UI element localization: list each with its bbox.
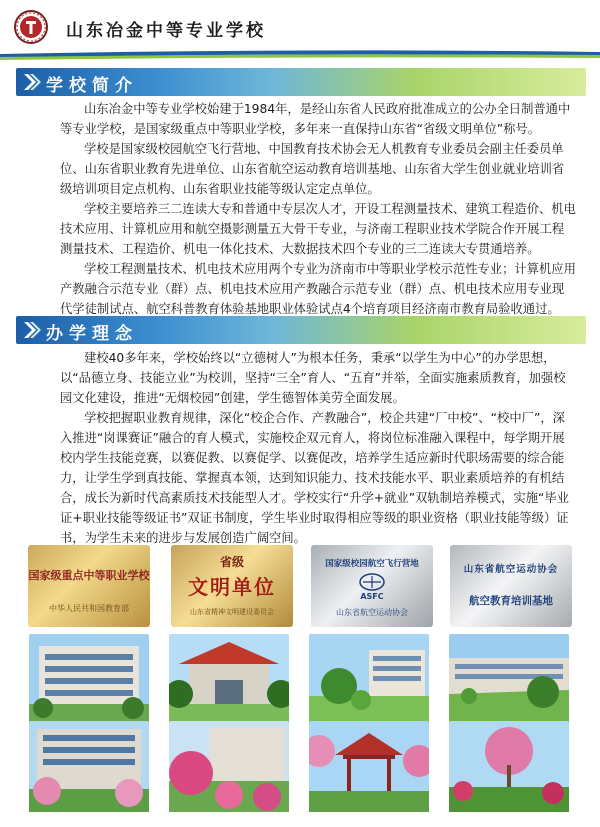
section-title-label: 学校简介	[46, 76, 138, 96]
campus-garden-image	[449, 721, 569, 813]
plaque-aviation-camp	[311, 545, 433, 627]
intro-paragraph-1: 山东冶金中等专业学校始建于1984年，是经山东省人民政府批准成立的公办全日制普通中等专业学校，是国家级重点中等职业学校，多年来一直保持山东省“省级文明单位”称号。	[60, 102, 571, 136]
school-logo-icon	[14, 10, 48, 44]
campus-photo	[309, 634, 429, 726]
campus-photo	[309, 721, 429, 813]
campus-gate-image	[169, 634, 289, 726]
campus-flowers-image	[169, 721, 289, 813]
plaque-text: ASFC	[360, 592, 384, 601]
campus-pavilion-image	[309, 721, 429, 813]
plaque-text: 国家级重点中等职业学校	[28, 569, 150, 582]
plaque-text: 山东省航空运动协会	[463, 564, 559, 575]
campus-lawn-image	[449, 634, 569, 726]
page-bottom-margin	[0, 812, 600, 827]
plaque-issuer: 中华人民共和国教育部	[49, 604, 129, 613]
plaque-text: 国家级校园航空飞行营地	[325, 559, 419, 569]
plaque-text: 文明单位	[188, 575, 276, 599]
chevron-right-icon	[22, 320, 42, 340]
plaque-national-key-school	[28, 545, 150, 627]
header-divider	[0, 46, 600, 60]
chevron-right-icon	[22, 72, 42, 92]
asfc-emblem-icon	[359, 573, 385, 591]
campus-photo	[449, 634, 569, 726]
campus-photo	[29, 721, 149, 813]
plaque-text: 航空教育培训基地	[469, 595, 553, 607]
section-title-label: 办学理念	[46, 324, 138, 344]
page-header	[0, 0, 600, 56]
philosophy-paragraph-1: 建校40多年来，学校始终以“立德树人”为根本任务，秉承“以学生为中心”的办学思想，以“品德立身、技能立业”为校训，坚持“三全”育人、“五育”并举，全面实施素质教育，加强校园文化建设，推进“无烟校园”创建，学生德智体美劳全面发展。	[60, 351, 566, 405]
campus-photo	[449, 721, 569, 813]
philosophy-paragraph-2: 学校把握职业教育规律，深化“校企合作、产教融合”，校企共建“厂中校”、“校中厂”，深入推进“岗课赛证”融合的育人模式，实施校企双元育人，将岗位标准融入课程中，每学期开展校内学生技能竞赛，以赛促教、以赛促学、以赛促改，培养学生适应新时代职场需要的综合能力，让学生学到真技能、掌握真本领，达到知识能力、技术技能水平、职业素质培养的有机结合，成长为新时代高素质技术技能型人才。学校实行“升学+就业”双轨制培养模式，实施“毕业证+职业技能等级证书”双证书制度，学生毕业时取得相应等级的职业资格（职业技能等级）证书，为学生未来的进步与发展创造广阔空间。	[60, 411, 569, 545]
intro-paragraph-2: 学校是国家级校园航空飞行营地、中国教育技术协会无人机教育专业委员会副主任委员单位、山东省职业教育先进单位、山东省航空运动教育培训基地、山东省大学生创业就业培训省级培训项目定点机构、山东省职业技能等级认定定点单位。	[60, 142, 565, 196]
intro-paragraph-4: 学校工程测量技术、机电技术应用两个专业为济南市中等职业学校示范性专业；计算机应用产教融合示范专业（群）点、机电技术应用产教融合示范专业（群）点、机电技术应用专业现代学徒制试点、航空科普教育体验基地职业体验试点4个培育项目经济南市教育局验收通过。	[60, 262, 576, 316]
plaque-issuer: 山东省精神文明建设委员会	[190, 608, 274, 616]
campus-photo	[169, 634, 289, 726]
campus-courtyard-image	[309, 634, 429, 726]
intro-paragraph-3: 学校主要培养三二连读大专和普通中专层次人才，开设工程测量技术、建筑工程造价、机电技术应用、计算机应用和航空摄影测量五大骨干专业，与济南工程职业技术学院合作开展工程测量技术、工程造价、机电一体化技术、大数据技术四个专业的三二连读大专贯通培养。	[60, 202, 576, 256]
plaque-aviation-training-base	[450, 545, 572, 627]
campus-building-image	[29, 634, 149, 726]
school-name: 山东冶金中等专业学校	[66, 21, 266, 41]
plaque-text: 省级	[219, 555, 244, 569]
plaque-civilized-unit	[171, 545, 293, 627]
campus-photo	[169, 721, 289, 813]
plaque-issuer: 山东省航空运动协会	[336, 608, 408, 617]
campus-blossom-building-image	[29, 721, 149, 813]
campus-photo	[29, 634, 149, 726]
section-title-intro	[16, 68, 586, 96]
section-title-philosophy	[16, 316, 586, 344]
